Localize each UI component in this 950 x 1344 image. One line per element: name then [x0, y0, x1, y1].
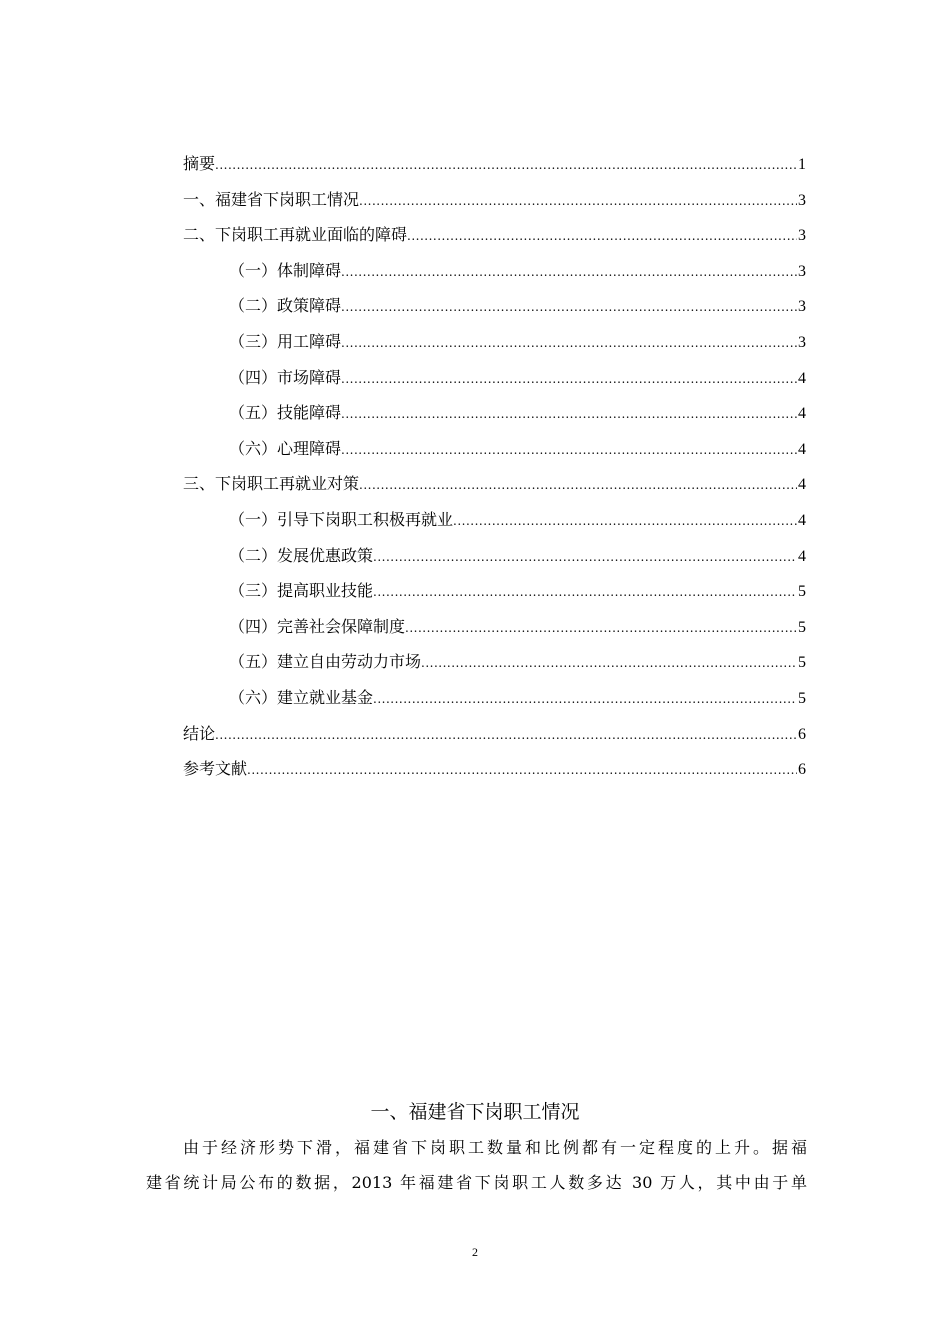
- toc-entry-section-2-3[interactable]: [183, 324, 806, 360]
- toc-dot-leader: [215, 148, 797, 184]
- section-heading: 一、福建省下岗职工情况: [370, 1101, 580, 1123]
- toc-entry-page: 5: [798, 654, 806, 672]
- toc-entry-page: 5: [798, 689, 806, 707]
- toc-entry-page: 3: [798, 333, 806, 351]
- toc-entry-title: （四）市场障碍: [229, 367, 342, 387]
- toc-dot-leader: [407, 219, 797, 255]
- toc-dot-leader: [341, 433, 797, 469]
- toc-entry-abstract[interactable]: [183, 146, 806, 182]
- toc-dot-leader: [215, 718, 797, 754]
- toc-entry-page: 1: [798, 156, 806, 173]
- paragraph-line: 由于经济形势下滑，福建省下岗职工数量和比例都有一定程度的上升。据福: [183, 1138, 807, 1157]
- toc-entry-title: （二）发展优惠政策: [229, 545, 374, 565]
- toc-entry-page: 3: [798, 298, 806, 316]
- toc-entry-section-1[interactable]: [183, 182, 806, 218]
- toc-entry-page: 4: [798, 547, 806, 565]
- toc-entry-section-3[interactable]: [183, 466, 806, 502]
- toc-dot-leader: [341, 326, 797, 362]
- toc-entry-section-3-3[interactable]: [183, 573, 806, 609]
- toc-entry-title: （五）技能障碍: [229, 403, 342, 423]
- toc-entry-title: 三、下岗职工再就业对策: [183, 474, 360, 494]
- toc-dot-leader: [373, 575, 797, 611]
- toc-entry-page: 4: [798, 511, 806, 529]
- toc-dot-leader: [341, 255, 797, 291]
- toc-entry-section-3-4[interactable]: [183, 609, 806, 645]
- toc-entry-section-2-1[interactable]: [183, 253, 806, 289]
- toc-entry-title: 二、下岗职工再就业面临的障碍: [183, 225, 408, 245]
- toc-entry-title: 结论: [183, 723, 216, 743]
- toc-entry-page: 4: [798, 369, 806, 387]
- table-of-contents: [183, 146, 806, 787]
- toc-entry-title: （三）用工障碍: [229, 331, 342, 351]
- toc-entry-page: 3: [798, 262, 806, 280]
- toc-dot-leader: [341, 362, 797, 398]
- toc-entry-title: （三）提高职业技能: [229, 581, 374, 601]
- toc-dot-leader: [247, 753, 797, 789]
- toc-entry-section-3-1[interactable]: [183, 502, 806, 538]
- toc-dot-leader: [405, 611, 797, 647]
- toc-dot-leader: [359, 468, 797, 504]
- toc-entry-title: 摘要: [183, 154, 216, 173]
- toc-entry-title: （四）完善社会保障制度: [229, 616, 406, 636]
- toc-entry-section-3-2[interactable]: [183, 538, 806, 574]
- toc-entry-page: 6: [798, 761, 806, 779]
- toc-entry-page: 4: [798, 405, 806, 423]
- toc-entry-section-2[interactable]: [183, 217, 806, 253]
- paragraph-line: 建省统计局公布的数据，2013 年福建省下岗职工人数多达 30 万人，其中由于单: [146, 1173, 807, 1192]
- toc-entry-section-3-5[interactable]: [183, 644, 806, 680]
- toc-entry-section-2-4[interactable]: [183, 360, 806, 396]
- toc-entry-title: （一）体制障碍: [229, 260, 342, 280]
- toc-entry-page: 4: [798, 440, 806, 458]
- toc-dot-leader: [341, 290, 797, 326]
- body-paragraph: [146, 1130, 807, 1200]
- toc-entry-section-3-6[interactable]: [183, 680, 806, 716]
- toc-entry-page: 5: [798, 618, 806, 636]
- toc-dot-leader: [373, 682, 797, 718]
- toc-entry-title: 参考文献: [183, 759, 248, 779]
- toc-dot-leader: [341, 397, 797, 433]
- toc-entry-title: （五）建立自由劳动力市场: [229, 652, 422, 672]
- toc-entry-section-2-6[interactable]: [183, 431, 806, 467]
- toc-entry-title: （六）心理障碍: [229, 438, 342, 458]
- toc-entry-section-2-5[interactable]: [183, 395, 806, 431]
- toc-entry-page: 6: [798, 725, 806, 743]
- toc-entry-page: 4: [798, 476, 806, 494]
- toc-dot-leader: [359, 184, 797, 220]
- toc-entry-references[interactable]: [183, 751, 806, 787]
- toc-entry-title: （六）建立就业基金: [229, 687, 374, 707]
- toc-entry-title: （一）引导下岗职工积极再就业: [229, 509, 454, 529]
- toc-entry-title: 一、福建省下岗职工情况: [183, 189, 360, 209]
- toc-dot-leader: [453, 504, 797, 540]
- toc-dot-leader: [373, 540, 797, 576]
- page-number: 2: [472, 1245, 478, 1259]
- toc-entry-conclusion[interactable]: [183, 716, 806, 752]
- toc-entry-title: （二）政策障碍: [229, 296, 342, 316]
- toc-entry-section-2-2[interactable]: [183, 288, 806, 324]
- toc-entry-page: 3: [798, 227, 806, 245]
- toc-dot-leader: [421, 646, 797, 682]
- toc-entry-page: 5: [798, 583, 806, 601]
- toc-entry-page: 3: [798, 191, 806, 209]
